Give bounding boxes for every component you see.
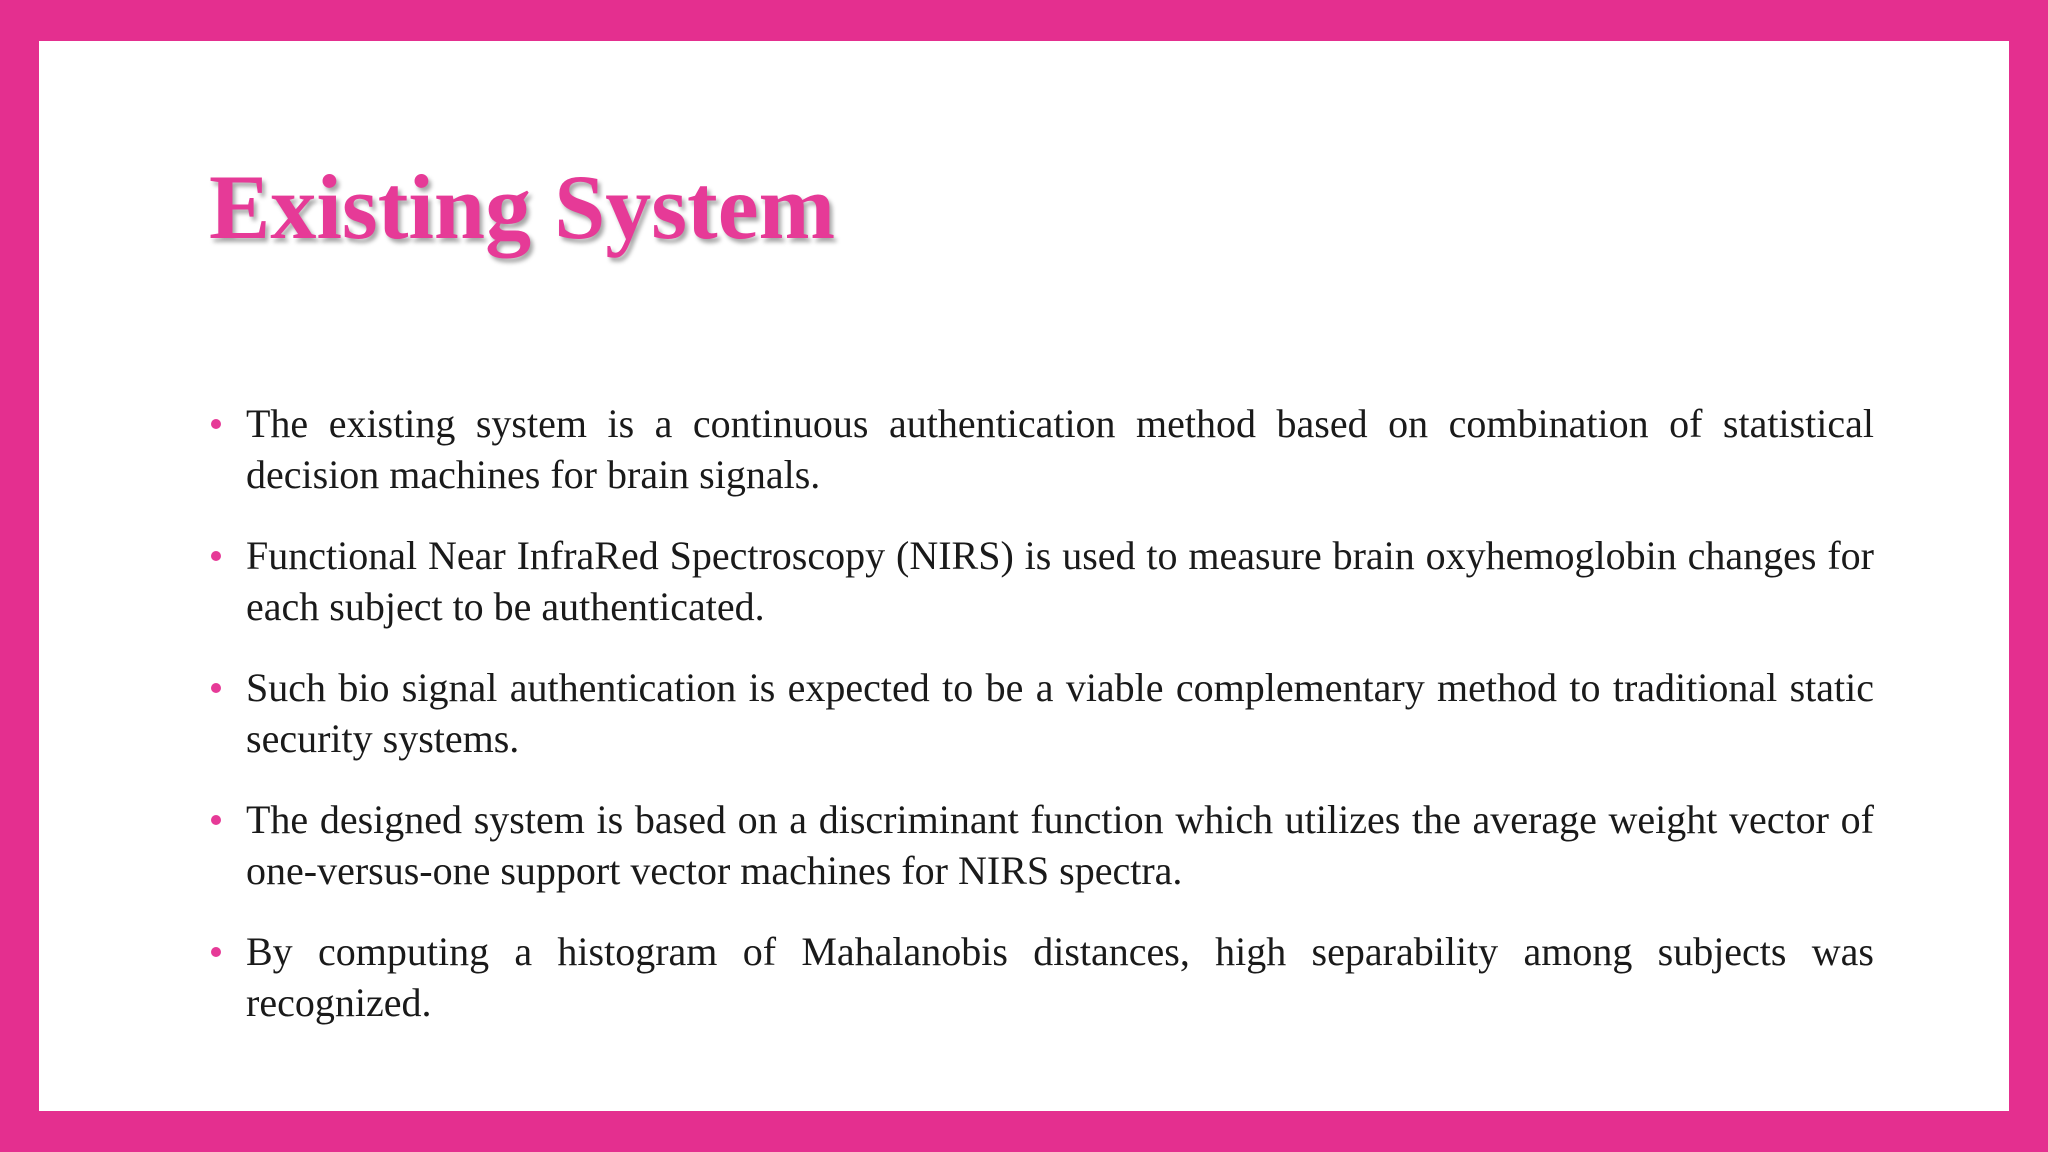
bullet-dot-icon [211,947,221,957]
bullet-item [246,926,1874,1028]
bullet-item [246,794,1874,896]
bullet-item [246,398,1874,500]
bullet-dot-icon [211,551,221,561]
bullet-item [246,662,1874,764]
bullet-dot-icon [211,419,221,429]
slide-canvas [39,41,2009,1111]
bullet-list [246,398,1874,1058]
bullet-text: Such bio signal authentication is expected to be a viable complementary method to traditional static security systems. [246,665,1874,761]
slide-title: Existing System [209,156,836,258]
bullet-text: Functional Near InfraRed Spectroscopy (NIRS) is used to measure brain oxyhemoglobin changes for each subject to be authenticated. [246,533,1874,629]
bullet-item [246,530,1874,632]
bullet-text: The designed system is based on a discriminant function which utilizes the average weight vector of one-versus-one support vector machines for NIRS spectra. [246,797,1874,893]
bullet-text: By computing a histogram of Mahalanobis distances, high separability among subjects was recognized. [246,929,1874,1025]
bullet-dot-icon [211,815,221,825]
bullet-text: The existing system is a continuous authentication method based on combination of statistical decision machines for brain signals. [246,401,1874,497]
bullet-dot-icon [211,683,221,693]
